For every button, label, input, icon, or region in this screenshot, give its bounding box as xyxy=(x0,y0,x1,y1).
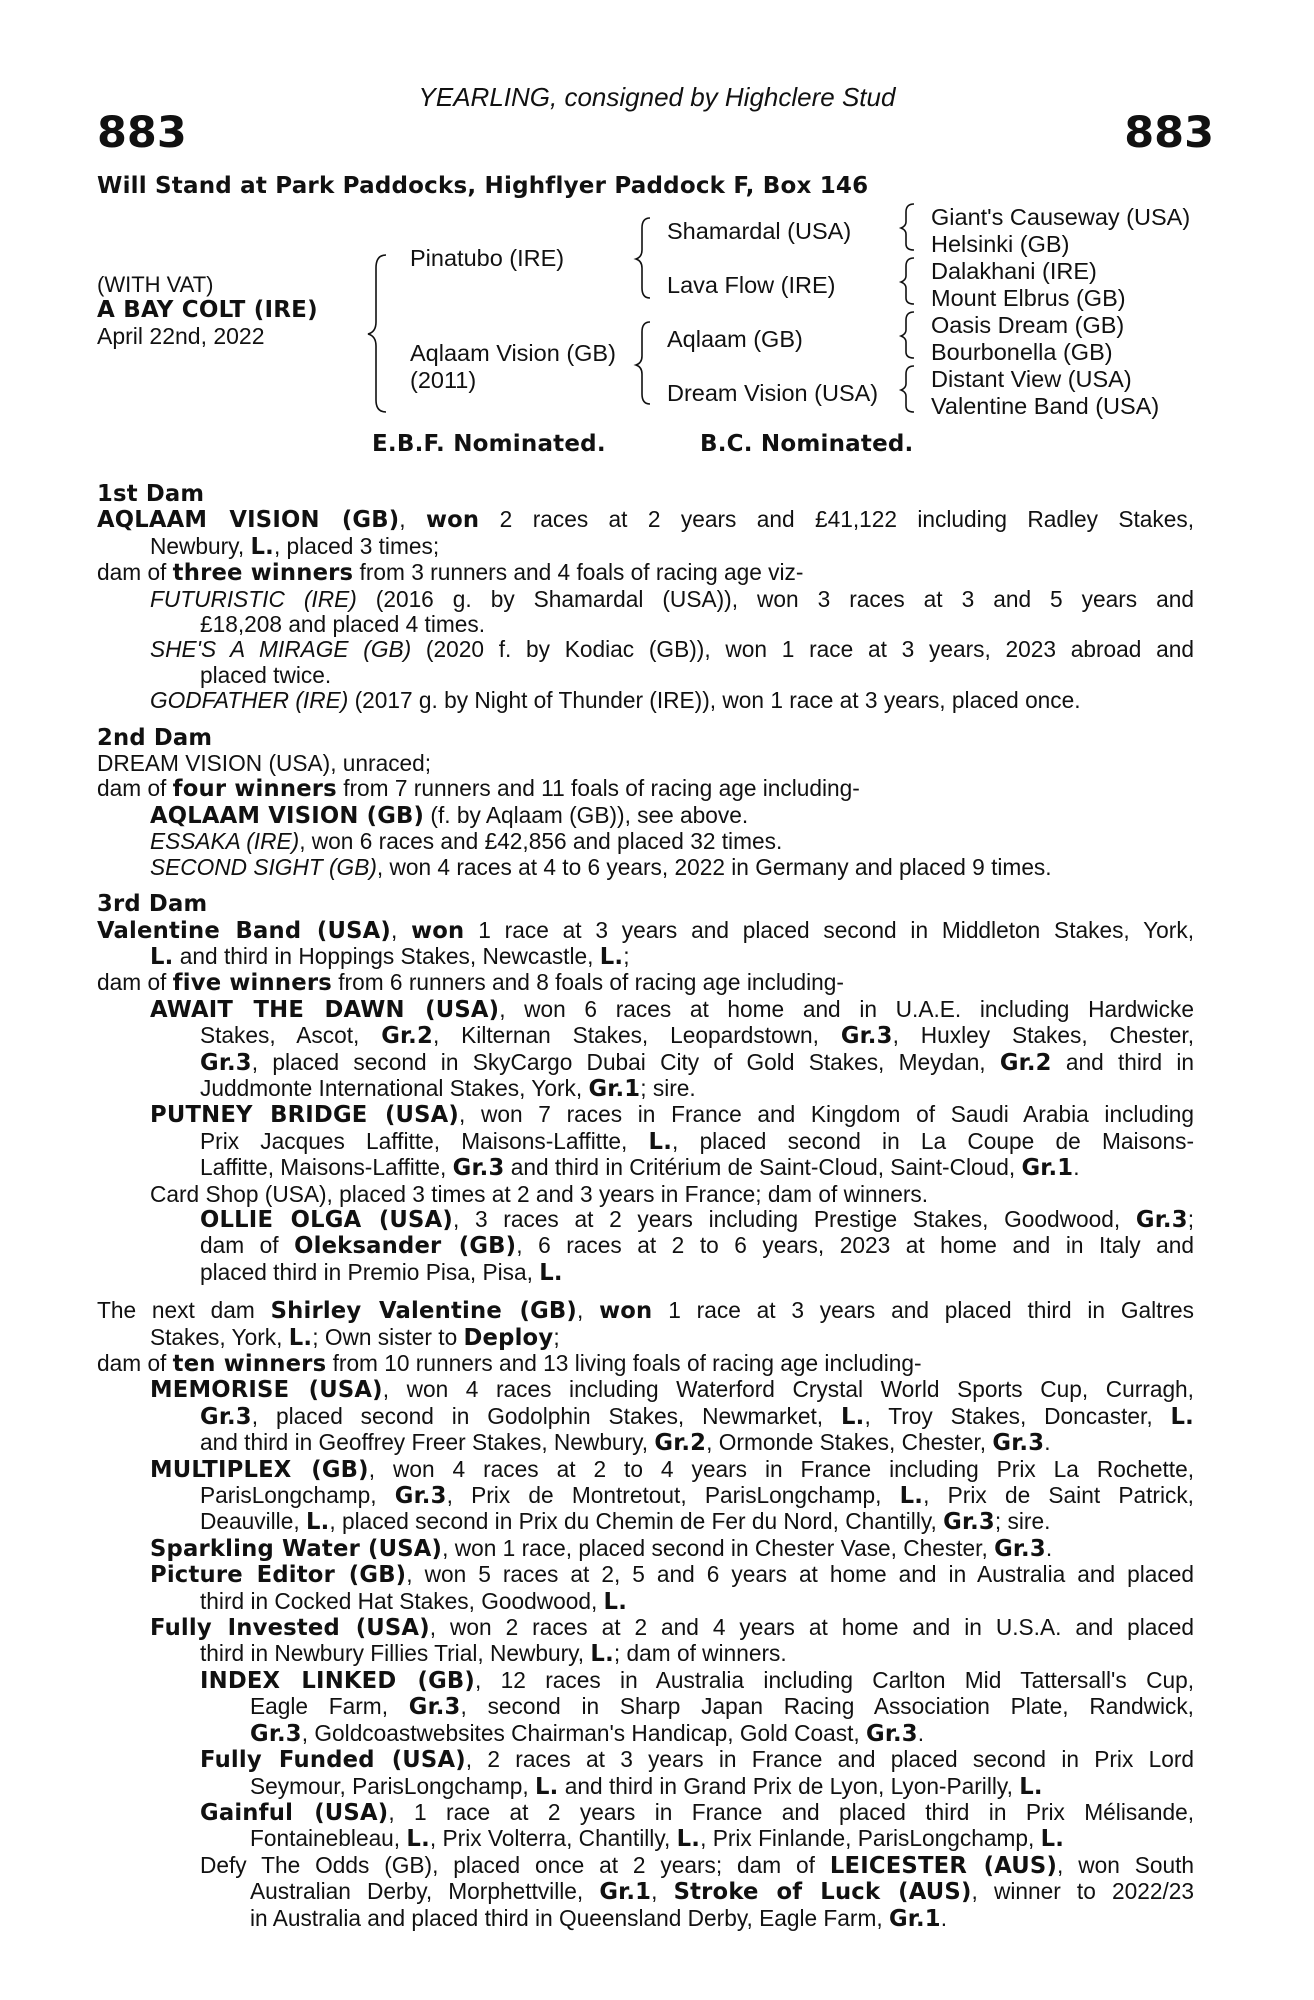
text: Seymour, ParisLongchamp, xyxy=(250,1772,535,1799)
produce-entry-cont xyxy=(97,1774,1194,1800)
listed-text: L. xyxy=(899,1483,924,1510)
gg-sire-dam-sire: Dalakhani (IRE) xyxy=(931,258,1097,284)
text: , xyxy=(651,1878,674,1905)
produce-name: AQLAAM VISION (GB) xyxy=(150,802,425,829)
produce-name: SHE'S A MIRAGE (GB) xyxy=(150,636,412,663)
text: Newbury, xyxy=(150,532,251,559)
winners-count: five winners xyxy=(172,970,332,997)
bc-nomination: B.C. Nominated. xyxy=(700,431,914,457)
text: and third in Hoppings Stakes, Newcastle, xyxy=(173,942,600,969)
dam-name: Aqlaam Vision (GB) xyxy=(410,340,616,366)
produce-name: FUTURISTIC (IRE) xyxy=(150,585,357,612)
gg-dam-dam-dam: Valentine Band (USA) xyxy=(931,393,1160,419)
produce-name: Fully Invested (USA) xyxy=(150,1615,430,1642)
listed-text: L. xyxy=(288,1324,313,1351)
text: , Prix Volterra, Chantilly, xyxy=(429,1825,677,1852)
produce-entry: Card Shop (USA), placed 3 times at 2 and 3 years in France; dam of winners. xyxy=(150,1180,929,1207)
produce-name: Gainful (USA) xyxy=(200,1799,389,1826)
text: and third in xyxy=(1051,1048,1194,1075)
third-dam-heading: 3rd Dam xyxy=(97,891,208,918)
text: Australian Derby, Morphettville, xyxy=(250,1878,600,1905)
produce-entry xyxy=(97,587,1194,612)
dam-name-text: Valentine Band (USA) xyxy=(97,917,391,944)
produce-name: GODFATHER (IRE) xyxy=(150,687,349,714)
produce-name: MEMORISE (USA) xyxy=(150,1377,383,1404)
produce-entry xyxy=(97,1615,1194,1641)
text: , won 5 races at 2, 5 and 6 years at home and in Australia and placed xyxy=(406,1561,1194,1588)
produce-entry xyxy=(97,1668,1194,1694)
grade-text: Gr.3 xyxy=(840,1023,893,1050)
produce-name: Sparkling Water (USA) xyxy=(150,1535,443,1562)
text: and third in Geoffrey Freer Stakes, Newbury, xyxy=(200,1429,655,1456)
text: dam of xyxy=(97,559,173,586)
produce-name: LEICESTER (AUS) xyxy=(829,1852,1058,1879)
produce-entry xyxy=(97,1102,1194,1128)
listed-text: L. xyxy=(305,1509,330,1536)
text: , won 6 races and £42,856 and placed 32 times. xyxy=(299,828,783,855)
text: ParisLongchamp, xyxy=(200,1482,395,1509)
text: , Prix de Saint Patrick, xyxy=(923,1482,1194,1509)
produce-entry-cont xyxy=(97,1879,1194,1905)
text: and third in Grand Prix de Lyon, Lyon-Parilly, xyxy=(558,1772,1020,1799)
produce-name: Picture Editor (GB) xyxy=(150,1562,407,1589)
first-dam-line xyxy=(97,534,1194,560)
text: third in Cocked Hat Stakes, Goodwood, xyxy=(200,1587,604,1614)
produce-entry xyxy=(97,829,1194,854)
winners-count: ten winners xyxy=(172,1351,327,1377)
listed-text: L. xyxy=(1040,1826,1065,1853)
produce-entry-cont xyxy=(97,1233,1194,1259)
gg-sire-sire-dam: Helsinki (GB) xyxy=(931,231,1070,257)
text: from 3 runners and 4 foals of racing age viz- xyxy=(353,559,804,586)
first-dam-produce-line xyxy=(97,560,1194,586)
text: , winner to 2022/23 xyxy=(971,1878,1194,1905)
dam-sire: Aqlaam (GB) xyxy=(667,326,803,352)
text: Juddmonte International Stakes, York, xyxy=(200,1074,589,1101)
text: , Prix Finlande, ParisLongchamp, xyxy=(700,1825,1041,1852)
text: , won 6 races at home and in U.A.E. including Hardwicke xyxy=(499,995,1194,1022)
listed-text: L. xyxy=(840,1403,865,1430)
text: (2020 f. by Kodiac (GB)), won 1 race at 3 years, 2023 abroad and xyxy=(411,636,1194,663)
text: Fontainebleau, xyxy=(250,1825,407,1852)
grade-text: Gr.3 xyxy=(394,1483,447,1510)
sire-name: Pinatubo (IRE) xyxy=(410,245,565,271)
text: from 7 runners and 11 foals of racing age including- xyxy=(336,775,860,802)
vat-label: (WITH VAT) xyxy=(97,272,214,297)
text: , Ormonde Stakes, Chester, xyxy=(706,1429,993,1456)
third-dam-line xyxy=(97,944,1194,970)
text: . xyxy=(1045,1534,1053,1561)
text: (2017 g. by Night of Thunder (IRE)), won 1 race at 3 years, placed once. xyxy=(348,687,1081,714)
produce-entry-cont: placed twice. xyxy=(200,661,332,688)
produce-entry xyxy=(97,1853,1194,1879)
text: ; Own sister to xyxy=(312,1323,464,1350)
grade-text: Gr.1 xyxy=(588,1075,641,1102)
text: , second in Sharp Japan Racing Association Plate, Randwick, xyxy=(460,1693,1194,1720)
listed-text: L. xyxy=(535,1773,559,1800)
produce-entry-cont xyxy=(97,1589,1194,1615)
text: , placed 3 times; xyxy=(273,532,440,559)
produce-entry xyxy=(97,637,1194,662)
produce-entry xyxy=(97,1562,1194,1588)
text: from 10 runners and 13 living foals of racing age including- xyxy=(326,1350,922,1376)
text: dam of xyxy=(97,1350,173,1376)
grade-text: Gr.2 xyxy=(999,1049,1052,1076)
text: , 2 races at 3 years in France and placed second in Prix Lord xyxy=(465,1746,1194,1773)
foaling-date: April 22nd, 2022 xyxy=(97,323,265,349)
text: , won 4 races at 4 to 6 years, 2022 in Germany and placed 9 times. xyxy=(376,853,1052,880)
text: Laffitte, Maisons-Laffitte, xyxy=(200,1154,453,1181)
text: dam of xyxy=(97,969,173,996)
text: from 6 runners and 8 foals of racing age including- xyxy=(331,969,844,996)
produce-name: AWAIT THE DAWN (USA) xyxy=(150,996,500,1023)
produce-entry-cont xyxy=(97,1641,1194,1667)
text: , xyxy=(390,916,412,943)
produce-entry-cont xyxy=(97,1430,1194,1456)
produce-entry-cont xyxy=(97,1694,1194,1720)
text: The next dam xyxy=(97,1297,271,1324)
produce-name: PUTNEY BRIDGE (USA) xyxy=(150,1102,460,1129)
produce-entry xyxy=(97,803,1194,829)
produce-entry xyxy=(97,1747,1194,1773)
grade-text: Gr.2 xyxy=(381,1023,433,1050)
text: . xyxy=(917,1719,925,1746)
produce-entry-cont xyxy=(97,1023,1194,1049)
listed-text: L. xyxy=(676,1826,701,1853)
produce-entry-cont: £18,208 and placed 4 times. xyxy=(200,611,486,638)
text: Eagle Farm, xyxy=(250,1693,409,1720)
won-text: won xyxy=(411,917,465,944)
text: ; xyxy=(553,1323,560,1350)
listed-text: L. xyxy=(1170,1403,1194,1430)
text: (f. by Aqlaam (GB)), see above. xyxy=(424,801,749,828)
produce-entry-cont xyxy=(97,1826,1194,1852)
gg-sire-sire-sire: Giant's Causeway (USA) xyxy=(931,204,1191,230)
produce-entry-cont xyxy=(97,1404,1194,1430)
gg-dam-dam-sire: Distant View (USA) xyxy=(931,366,1132,392)
text: ; xyxy=(1187,1205,1195,1232)
produce-entry xyxy=(97,1457,1194,1483)
produce-entry-cont xyxy=(97,1260,1194,1286)
produce-entry-cont xyxy=(97,1483,1194,1509)
winners-count: four winners xyxy=(172,776,337,803)
listed-text: L. xyxy=(590,1641,614,1668)
text: ; dam of winners. xyxy=(613,1640,787,1667)
sibling-name: Deploy xyxy=(463,1324,554,1351)
dam-name-text: AQLAAM VISION (GB) xyxy=(97,507,400,534)
won-text: won xyxy=(425,507,480,534)
grade-text: Gr.3 xyxy=(866,1720,918,1747)
produce-entry xyxy=(97,1207,1194,1233)
sire-sire: Shamardal (USA) xyxy=(667,218,852,244)
produce-entry-cont xyxy=(97,1129,1194,1155)
text: , Prix de Montretout, ParisLongchamp, xyxy=(446,1482,900,1509)
lot-number-right: 883 xyxy=(1124,108,1214,158)
produce-entry xyxy=(97,1536,1194,1562)
grade-text: Gr.3 xyxy=(1135,1206,1188,1233)
grade-text: Gr.3 xyxy=(943,1509,995,1536)
produce-entry xyxy=(97,997,1194,1023)
text: ; xyxy=(623,942,630,969)
text: , won 2 races at 2 and 4 years at home and in U.S.A. and placed xyxy=(429,1614,1194,1641)
text: , 6 races at 2 to 6 years, 2023 at home and in Italy and xyxy=(516,1232,1195,1259)
text: , placed second in Godolphin Stakes, Newmarket, xyxy=(251,1402,841,1429)
listed-text: L. xyxy=(406,1826,430,1853)
text: and third in Critérium de Saint-Cloud, Saint-Cloud, xyxy=(504,1154,1022,1181)
text: , placed second in Prix du Chemin de Fer du Nord, Chantilly, xyxy=(329,1508,944,1535)
second-dam-produce-line xyxy=(97,776,1194,802)
text: dam of xyxy=(97,775,173,802)
produce-name: INDEX LINKED (GB) xyxy=(200,1667,475,1694)
grade-text: Gr.3 xyxy=(992,1430,1045,1457)
listed-text: L. xyxy=(150,943,174,970)
ebf-nomination: E.B.F. Nominated. xyxy=(372,431,606,457)
text: , Troy Stakes, Doncaster, xyxy=(864,1402,1171,1429)
winners-count: three winners xyxy=(172,560,354,587)
grade-text: Gr.3 xyxy=(200,1049,252,1076)
text: . xyxy=(1044,1429,1051,1456)
text: Deauville, xyxy=(200,1508,306,1535)
text: 1 race at 3 years and placed third in Galtres xyxy=(652,1297,1194,1324)
text: , won South xyxy=(1057,1851,1195,1878)
text: , won 7 races in France and Kingdom of Saudi Arabia including xyxy=(459,1101,1194,1128)
text: , xyxy=(576,1297,600,1324)
gg-dam-sire-dam: Bourbonella (GB) xyxy=(931,339,1113,365)
text: , won 4 races including Waterford Crystal World Sports Cup, Curragh, xyxy=(382,1376,1194,1403)
text: , Huxley Stakes, Chester, xyxy=(892,1022,1195,1049)
catalogue-body xyxy=(97,482,1194,1932)
next-dam-produce-line xyxy=(97,1351,1194,1377)
text: , xyxy=(399,506,426,533)
text: Prix Jacques Laffitte, Maisons-Laffitte, xyxy=(200,1127,649,1154)
grade-text: Gr.1 xyxy=(1021,1155,1074,1182)
produce-entry-cont xyxy=(97,1721,1194,1747)
text: , Goldcoastwebsites Chairman's Handicap, Gold Coast, xyxy=(301,1719,866,1746)
produce-entry-cont xyxy=(97,1155,1194,1181)
third-dam-line xyxy=(97,918,1194,944)
grade-text: Gr.1 xyxy=(888,1905,941,1932)
grade-text: Gr.3 xyxy=(994,1535,1046,1562)
text: , 3 races at 2 years including Prestige Stakes, Goodwood, xyxy=(452,1205,1136,1232)
text: third in Newbury Fillies Trial, Newbury, xyxy=(200,1640,591,1667)
dam-dam: Dream Vision (USA) xyxy=(667,380,879,406)
produce-name: SECOND SIGHT (GB) xyxy=(150,853,377,880)
text: 2 races at 2 years and £41,122 including Radley Stakes, xyxy=(479,506,1194,533)
gg-sire-dam-dam: Mount Elbrus (GB) xyxy=(931,285,1126,311)
next-dam-line xyxy=(97,1298,1194,1324)
text: . xyxy=(940,1904,948,1931)
text: . xyxy=(1073,1154,1080,1181)
dam-name-text: Shirley Valentine (GB) xyxy=(270,1298,577,1325)
text: (2016 g. by Shamardal (USA)), won 3 races at 3 and 5 years and xyxy=(356,585,1194,612)
text: , won 4 races at 2 to 4 years in France including Prix La Rochette, xyxy=(368,1455,1194,1482)
first-dam-heading: 1st Dam xyxy=(97,481,205,507)
horse-name: A BAY COLT (IRE) xyxy=(97,297,318,323)
next-dam-line xyxy=(97,1325,1194,1351)
grade-text: Gr.2 xyxy=(654,1430,707,1457)
produce-name: Stroke of Luck (AUS) xyxy=(673,1879,972,1906)
listed-text: L. xyxy=(648,1128,673,1155)
listed-text: L. xyxy=(539,1259,563,1286)
text: ; sire. xyxy=(640,1074,696,1101)
produce-entry xyxy=(97,1800,1194,1826)
produce-name: OLLIE OLGA (USA) xyxy=(200,1206,453,1233)
consignment-line: YEARLING, consigned by Highclere Stud xyxy=(418,82,896,112)
text: Stakes, Ascot, xyxy=(200,1022,382,1049)
dam-year: (2011) xyxy=(410,367,477,393)
produce-entry-cont xyxy=(97,1906,1194,1932)
produce-entry xyxy=(97,1377,1194,1403)
produce-entry xyxy=(97,855,1194,880)
third-dam-produce-line xyxy=(97,970,1194,996)
text: , placed second in SkyCargo Dubai City of Gold Stakes, Meydan, xyxy=(251,1048,1000,1075)
text: Defy The Odds (GB), placed once at 2 years; dam of xyxy=(200,1851,830,1878)
first-dam-line xyxy=(97,507,1194,533)
second-dam-line: DREAM VISION (USA), unraced; xyxy=(97,750,432,777)
grade-text: Gr.3 xyxy=(452,1155,505,1182)
won-text: won xyxy=(599,1298,653,1325)
produce-name: ESSAKA (IRE) xyxy=(150,828,300,855)
listed-text: L. xyxy=(603,1588,628,1615)
text: dam of xyxy=(200,1232,295,1259)
text: 1 race at 3 years and placed second in Middleton Stakes, York, xyxy=(464,916,1194,943)
produce-entry-cont xyxy=(97,1076,1194,1102)
lot-number-left: 883 xyxy=(97,108,187,158)
text: , 12 races in Australia including Carlton Mid Tattersall's Cup, xyxy=(474,1666,1194,1693)
grade-text: Gr.3 xyxy=(408,1694,461,1721)
listed-text: L. xyxy=(1019,1773,1043,1800)
grade-text: Gr.3 xyxy=(200,1403,252,1430)
gg-dam-sire-sire: Oasis Dream (GB) xyxy=(931,312,1125,338)
text: , Kilternan Stakes, Leopardstown, xyxy=(432,1022,841,1049)
sire-dam: Lava Flow (IRE) xyxy=(667,272,836,298)
listed-text: L. xyxy=(599,943,624,970)
produce-name: MULTIPLEX (GB) xyxy=(150,1456,369,1483)
text: placed third in Premio Pisa, Pisa, xyxy=(200,1258,540,1285)
listed-text: L. xyxy=(250,533,274,560)
grade-text: Gr.1 xyxy=(599,1879,652,1906)
produce-name: Fully Funded (USA) xyxy=(200,1747,466,1774)
location-line: Will Stand at Park Paddocks, Highflyer Paddock F, Box 146 xyxy=(97,173,869,199)
produce-entry-cont xyxy=(97,1050,1194,1076)
text: ; sire. xyxy=(994,1508,1051,1535)
text: , 1 race at 2 years in France and placed third in Prix Mélisande, xyxy=(388,1798,1195,1825)
grade-text: Gr.3 xyxy=(250,1720,302,1747)
text: Stakes, York, xyxy=(150,1323,289,1350)
text: , placed second in La Coupe de Maisons- xyxy=(672,1127,1194,1154)
second-dam-heading: 2nd Dam xyxy=(97,724,213,751)
text: , won 1 race, placed second in Chester Vase, Chester, xyxy=(442,1534,995,1561)
produce-entry xyxy=(97,688,1194,713)
produce-entry-cont xyxy=(97,1509,1194,1535)
text: in Australia and placed third in Queensland Derby, Eagle Farm, xyxy=(250,1904,889,1931)
produce-name: Oleksander (GB) xyxy=(294,1233,517,1260)
